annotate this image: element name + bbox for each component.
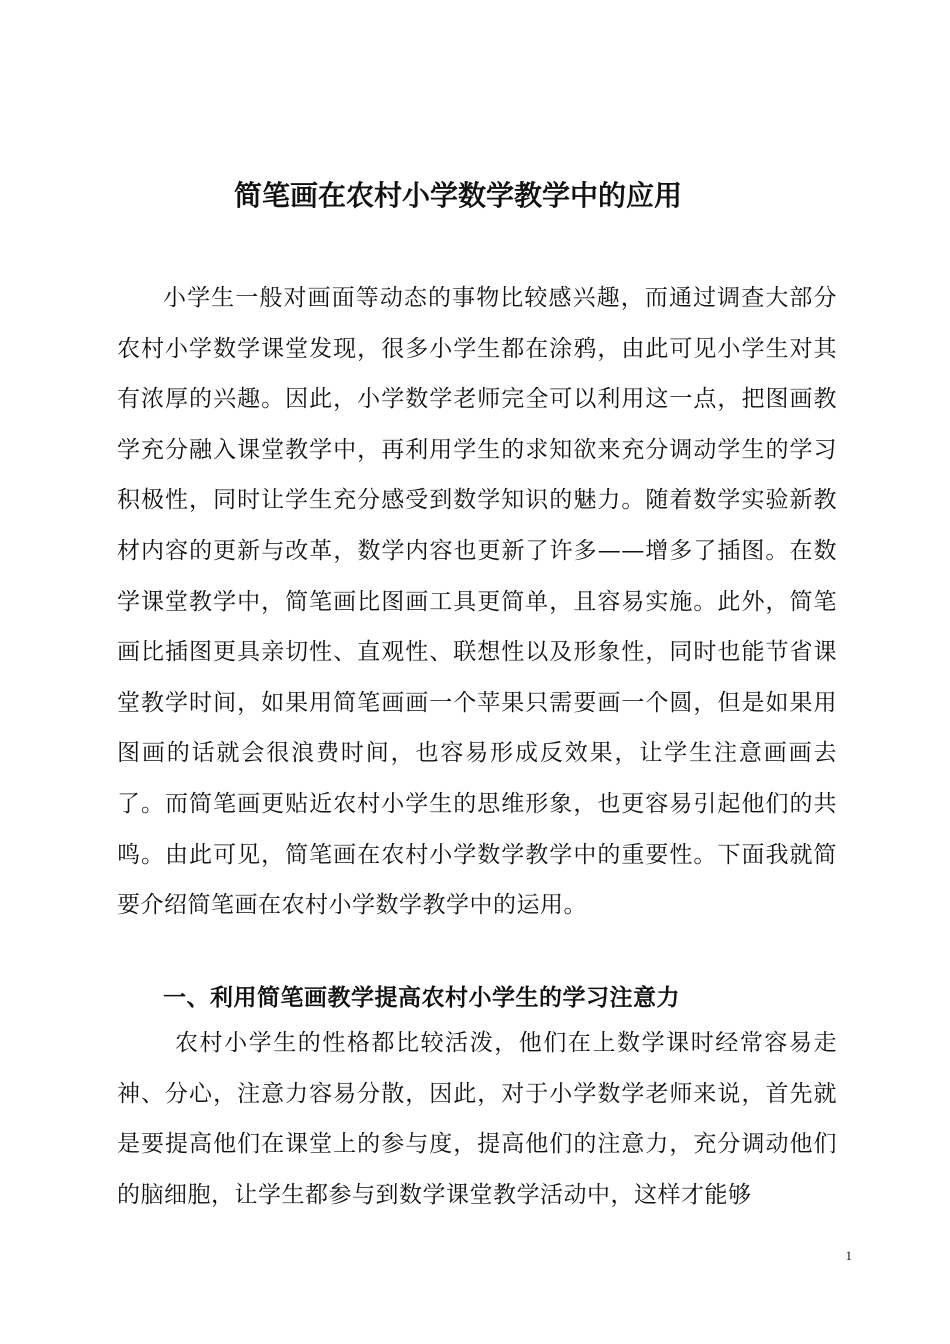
page-number: 1: [845, 1248, 852, 1263]
body-paragraph-1: 小学生一般对画面等动态的事物比较感兴趣，而通过调查大部分农村小学数学课堂发现，很多小学生都在涂鸦，由此可见小学生对其有浓厚的兴趣。因此，小学数学老师完全可以利用这一点，把图画教学充分融入课堂教学中，再利用学生的求知欲来充分调动学生的学习积极性，同时让学生充分感受到数学知识的魅力。随着数学实验新教材内容的更新与改革，数学内容也更新了许多——增多了插图。在数学课堂教学中，简笔画比图画工具更简单，且容易实施。此外，简笔画比插图更具亲切性、直观性、联想性以及形象性，同时也能节省课堂教学时间，如果用简笔画画一个苹果只需要画一个圆，但是如果用图画的话就会很浪费时间，也容易形成反效果，让学生注意画画去了。而简笔画更贴近农村小学生的思维形象，也更容易引起他们的共鸣。由此可见，简笔画在农村小学数学教学中的重要性。下面我就简要介绍简笔画在农村小学数学教学中的运用。: [117, 285, 837, 919]
section-heading-1: 一、利用简笔画教学提高农村小学生的学习注意力: [163, 984, 680, 1011]
body-paragraph-2: 农村小学生的性格都比较活泼，他们在上数学课时经常容易走神、分心，注意力容易分散，因此，对于小学数学老师来说，首先就是要提高他们在课堂上的参与度，提高他们的注意力，充分调动他们的脑细胞，让学生都参与到数学课堂教学活动中，这样才能够: [117, 1030, 837, 1208]
document-title: 简笔画在农村小学数学教学中的应用: [233, 179, 682, 212]
